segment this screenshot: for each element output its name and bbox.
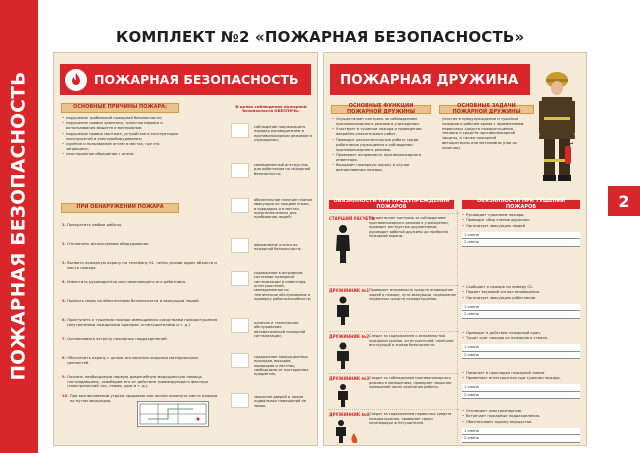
detection-steps <box>62 223 222 413</box>
list-item: • Проводит разъяснительную работу среди работников учреждения о соблюдении противопожарного режима. <box>332 138 436 153</box>
poster-title: ПОЖАРНАЯ БЕЗОПАСНОСТЬ <box>94 72 299 87</box>
page-number-badge: 2 <box>608 186 640 216</box>
list-item: 2. Отключить используемое оборудование. <box>62 241 150 246</box>
shift-row: 1 смена <box>462 304 580 312</box>
responsibility-item: закрытие дверей и люков подвальных помещений на замок. <box>254 395 307 408</box>
fire-logo-icon <box>65 69 87 91</box>
person-silhouette-icon <box>333 295 353 325</box>
responsibility-header: В целях соблюдения пожарной безопасности ОБЕСПЕЧЬ: <box>231 102 311 116</box>
responsibility-item: соблюдение надлежащего порядка руководителем и противопожарным режимом в учреждении; <box>254 125 312 142</box>
functions-list <box>332 117 436 174</box>
list-item: • Отключает электроэнергию. <box>462 409 580 414</box>
page-title: КОМПЛЕКТ №2 «ПОЖАРНАЯ БЕЗОПАСНОСТЬ» <box>116 28 525 46</box>
list-item: • Организует эвакуацию людей. <box>462 224 580 229</box>
shift-row: 2 смена <box>462 239 580 247</box>
list-item: • курение и пользование огнем в местах, где это запрещено; <box>62 142 180 152</box>
fire-duty-list <box>462 213 580 229</box>
person-silhouette-icon <box>333 341 353 369</box>
list-item: 9. Оказать необходимую первую доврачебную медицинскую помощь пострадавшему, освободив его от действия травмирующего фактора (электрический ток, пламя, дым и т. д.). <box>62 374 209 389</box>
duty-row-member-3 <box>329 373 459 408</box>
sidebar-title: ПОЖАРНАЯ БЕЗОПАСНОСТЬ <box>8 71 30 381</box>
functions-header: ОСНОВНЫЕ ФУНКЦИИ ПОЖАРНОЙ ДРУЖИНЫ <box>331 105 431 114</box>
list-item: • Проводит сбор членов дружины. <box>462 218 580 223</box>
list-item: 6. Приступить к тушению пожара имеющимися средствами пожаротушения (внутренними пожарными кранами, огнетушителями и т. д.). <box>62 317 218 327</box>
duty-label: ДРУЖИННИК №2 <box>329 334 370 339</box>
list-item: • Проверяет исправность противопожарного инвентаря. <box>332 153 436 163</box>
list-item: • Вызывает пожарную охрану в случае возникновения пожара. <box>332 163 436 173</box>
poster-title-bar <box>60 64 311 95</box>
image-icon <box>231 393 249 408</box>
list-item: 8. Обеспечить охрану с целью исключения хищения материальных ценностей. <box>62 355 199 365</box>
list-item: • Встречает пожарные подразделения. <box>462 414 580 419</box>
image-icon <box>231 198 249 213</box>
shift-row: 2 смена <box>462 311 580 319</box>
person-silhouette-icon <box>333 383 353 407</box>
shift-row: 2 смена <box>462 352 580 360</box>
duty-row-member-2 <box>329 331 459 372</box>
fire-duty-list <box>462 409 580 425</box>
shift-table <box>462 344 580 359</box>
shift-row: 1 смена <box>462 384 580 392</box>
list-item: • Сообщает о пожаре по номеру 01. <box>462 285 580 290</box>
duty-label: ДРУЖИННИК №1 <box>329 288 370 293</box>
duty-label: СТАРШИЙ РАСЧЕТА <box>329 216 375 221</box>
fire-extinguisher-icon <box>562 141 574 165</box>
firefighting-duties-header: ОБЯЗАННОСТИ ПРИ ТУШЕНИИ ПОЖАРОВ <box>462 200 580 209</box>
list-item: • нарушение правил монтажа, устройства и эксплуатации электросетей и электрооборудования; <box>62 132 180 142</box>
fire-duty-list <box>462 285 580 301</box>
list-item: • Приводит в действие пожарный кран. <box>462 331 580 336</box>
fire-duty-list <box>462 371 580 381</box>
image-icon <box>231 238 249 253</box>
duty-text: Следит за содержанием первичных средств пожаротушения, проверяет сроки перезарядки огнетушителей. <box>369 412 452 426</box>
causes-header: ОСНОВНЫЕ ПРИЧИНЫ ПОЖАРА: <box>61 103 179 113</box>
list-item: 10. При возникновении угрозы здоровью или жизни покинуть место пожара по путям эвакуации. <box>62 393 218 403</box>
sidebar-band <box>0 0 38 453</box>
shift-row: 1 смена <box>462 428 580 436</box>
poster-title-bar <box>330 64 530 95</box>
poster-fire-brigade <box>323 52 587 446</box>
duty-row-member-4 <box>329 409 459 444</box>
list-item: 5. Принять меры по обеспечению безопасности и эвакуации людей. <box>62 298 200 303</box>
shift-table <box>462 232 580 247</box>
duty-text: Следит за соблюдением противопожарного режима в помещениях, проверяет закрытие помещений после окончания работы. <box>369 376 452 390</box>
fire-duty-block <box>462 409 580 443</box>
causes-list <box>62 116 180 158</box>
person-silhouette-icon <box>333 223 353 263</box>
duty-text: Следит за содержанием и исправностью пожарных кранов, огнетушителей, наличием инструкций и знаков безопасности. <box>369 334 454 348</box>
list-item: 7. Организовать встречу пожарных подразделений. <box>62 336 168 341</box>
list-item: • Тушит очаг пожара из пожарного ствола. <box>462 336 580 341</box>
list-item: 3. Вызвать пожарную охрану по телефону 01, четко указав адрес объекта и место пожара. <box>62 260 217 270</box>
tasks-header: ОСНОВНЫЕ ЗАДАЧИ ПОЖАРНОЙ ДРУЖИНЫ <box>439 105 534 114</box>
list-item: • Применяет огнетушители при тушении пожара. <box>462 376 580 381</box>
shift-row: 2 смена <box>462 392 580 400</box>
tasks-text: участие в предупреждении и тушении пожаров в рабочее время с применением первичных средств пожаротушения, техники и средств противопожарной защиты, а также пожарной автоцистерны или мотопомпы (при их наличии). <box>442 117 524 150</box>
list-item: • Обеспечивает охрану имущества. <box>462 420 580 425</box>
poster-title: ПОЖАРНАЯ ДРУЖИНА <box>340 71 519 88</box>
list-item: • нарушение правил хранения, транспортировки и использования веществ и материалов; <box>62 121 180 131</box>
responsibility-item: обязательное наличие планов эвакуации на каждом этаже, в коридорах и в местах, предназначенных для пребывания людей; <box>254 198 312 220</box>
image-icon <box>231 353 249 368</box>
responsibility-item: содержание в исправном состоянии пожарной сигнализации и инвентаря, огнетушителей, своевременное их техническое обслуживание и проверку работоспособности; <box>254 271 312 301</box>
image-icon <box>231 318 249 333</box>
list-item: • Участвует в тушении пожара и проведении аварийно-спасательных работ. <box>332 127 436 137</box>
list-item: • Подает звуковой сигнал оповещения. <box>462 290 580 295</box>
list-item: 4. Известить руководителя или заменяющего его работника. <box>62 279 187 284</box>
shift-table <box>462 384 580 399</box>
duty-row-leader <box>329 213 459 284</box>
duty-text: Осуществляет контроль за соблюдением противопожарного режима в учреждении, проводит инструктаж дружинников, руководит работой дружины до прибытия пожарной охраны. <box>369 216 449 239</box>
image-icon <box>231 163 249 178</box>
list-item: • неосторожное обращение с огнем. <box>62 152 180 157</box>
duty-row-member-1 <box>329 285 459 330</box>
shift-row: 1 смена <box>462 344 580 352</box>
duty-text: Проверяет исправность средств оповещения людей о пожаре, пути эвакуации, содержание первичных средств пожаротушения. <box>369 288 457 302</box>
responsibility-item: наличие и техническое обслуживание автоматической пожарной сигнализации; <box>254 321 306 338</box>
list-item: • Помогает в прокладке пожарной линии. <box>462 371 580 376</box>
image-icon <box>231 271 249 286</box>
fire-duty-block <box>462 371 580 399</box>
fire-duty-block <box>462 213 580 247</box>
list-item: • Осуществляет контроль за соблюдением противопожарного режима в учреждении. <box>332 117 436 127</box>
duty-label: ДРУЖИННИК №4 <box>329 412 370 417</box>
shift-table <box>462 304 580 319</box>
firefighter-figure <box>530 67 584 185</box>
shift-row: 2 смена <box>462 435 580 443</box>
duty-label: ДРУЖИННИК №3 <box>329 376 370 381</box>
fire-duty-list <box>462 331 580 341</box>
fire-duty-block <box>462 331 580 359</box>
shift-row: 1 смена <box>462 232 580 240</box>
fire-duty-block <box>462 285 580 319</box>
responsibility-item: содержание эвакуационных проходов, выходов, коридоров и лестниц свободными от посторонних предметов; <box>254 355 309 377</box>
prevention-duties-header: ОБЯЗАННОСТИ ПРИ ПРЕДУПРЕЖДЕНИИ ПОЖАРОВ <box>329 200 454 209</box>
list-item: 1. Прекратить любые работы. <box>62 222 123 227</box>
shift-table <box>462 428 580 443</box>
image-icon <box>231 123 249 138</box>
detection-header: ПРИ ОБНАРУЖЕНИИ ПОЖАРА <box>61 203 179 213</box>
responsibility-item: оформление уголка по пожарной безопасности; <box>254 243 302 252</box>
responsibility-item: своевременный инструктаж для работников по пожарной безопасности; <box>254 163 311 176</box>
list-item: • нарушение требований пожарной безопасности; <box>62 116 180 121</box>
evacuation-plan-diagram <box>137 401 209 427</box>
person-with-fire-icon <box>333 419 359 443</box>
list-item: • Организует эвакуацию работников. <box>462 296 580 301</box>
poster-fire-safety <box>53 52 318 446</box>
list-item: • Руководит тушением пожара. <box>462 213 580 218</box>
